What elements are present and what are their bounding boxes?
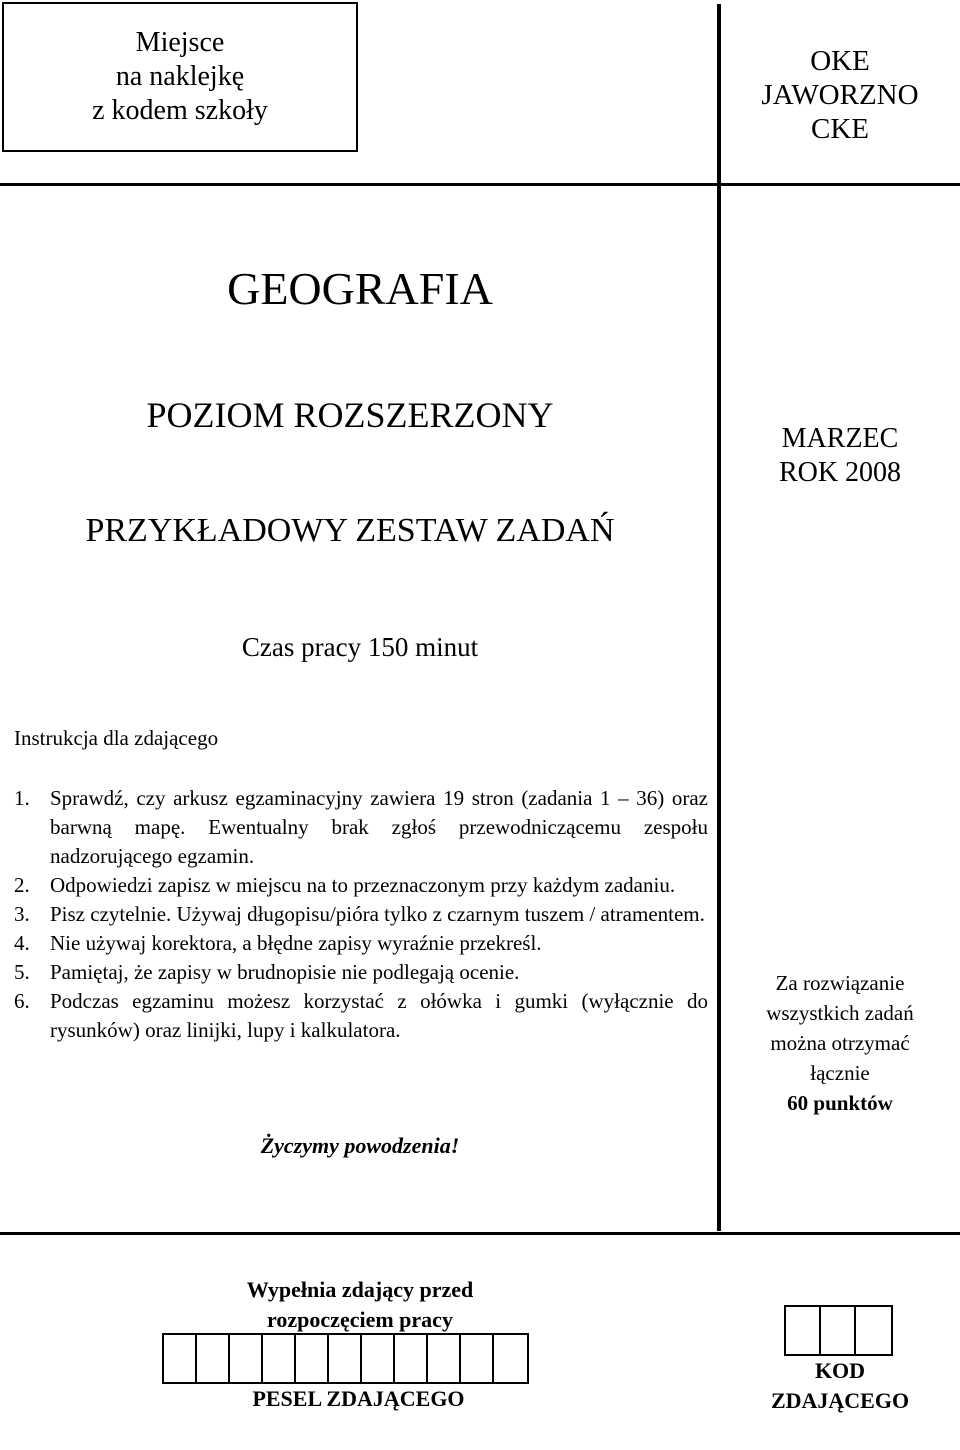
sticker-line: na naklejkę	[115, 61, 245, 92]
kod-digit-box[interactable]	[821, 1307, 856, 1354]
instruction-text: Pamiętaj, że zapisy w brudnopisie nie podlegają ocenie.	[50, 960, 520, 984]
pesel-digit-box[interactable]	[296, 1335, 329, 1382]
fill-note-line: rozpoczęciem pracy	[267, 1307, 453, 1332]
instructions-list	[14, 784, 708, 1045]
kod-digit-box[interactable]	[856, 1307, 891, 1354]
set-title: PRZYKŁADOWY ZESTAW ZADAŃ	[85, 512, 615, 549]
date-year: ROK 2008	[778, 457, 902, 488]
pesel-grid	[162, 1333, 529, 1384]
instruction-number: 1.	[14, 786, 30, 810]
subject-title: GEOGRAFIA	[227, 263, 493, 314]
points-block	[724, 968, 956, 1118]
good-luck-text: Życzymy powodzenia!	[260, 1133, 460, 1158]
kod-digit-box[interactable]	[786, 1307, 821, 1354]
kod-label-line: KOD	[814, 1358, 866, 1383]
instruction-item	[14, 958, 708, 987]
bottom-divider	[0, 1232, 960, 1235]
top-divider	[0, 183, 960, 186]
kod-label-line: ZDAJĄCEGO	[770, 1388, 910, 1413]
vertical-divider	[717, 4, 721, 1231]
pesel-digit-box[interactable]	[329, 1335, 362, 1382]
level-title: POZIOM ROZSZERZONY	[146, 395, 554, 435]
instruction-text: Pisz czytelnie. Używaj długopisu/pióra tylko z czarnym tuszem / atramentem.	[50, 902, 705, 926]
instruction-item	[14, 987, 708, 1045]
fill-note-line: Wypełnia zdający przed	[246, 1277, 474, 1302]
instruction-text: Sprawdź, czy arkusz egzaminacyjny zawiera 19 stron (zadania 1 – 36) oraz barwną mapę. Ewentualny brak zgłoś przewodniczącemu zespołu nadzorującego egzamin.	[50, 786, 708, 868]
instruction-number: 6.	[14, 989, 30, 1013]
instruction-number: 3.	[14, 902, 30, 926]
points-line: łącznie	[810, 1061, 870, 1085]
points-line: można otrzymać	[770, 1031, 910, 1055]
pesel-digit-box[interactable]	[428, 1335, 461, 1382]
pesel-digit-box[interactable]	[395, 1335, 428, 1382]
pesel-digit-box[interactable]	[494, 1335, 527, 1382]
instruction-number: 2.	[14, 873, 30, 897]
instruction-text: Odpowiedzi zapisz w miejscu na to przeznaczonym przy każdym zadaniu.	[50, 873, 676, 897]
instruction-item	[14, 871, 708, 900]
points-total: 60 punktów	[787, 1091, 893, 1115]
instruction-text: Nie używaj korektora, a błędne zapisy wyraźnie przekreśl.	[50, 931, 542, 955]
sticker-line: Miejsce	[135, 27, 225, 58]
time-label: Czas pracy 150 minut	[241, 632, 479, 662]
instruction-item	[14, 929, 708, 958]
instruction-item	[14, 784, 708, 871]
instruction-number: 5.	[14, 960, 30, 984]
instruction-item	[14, 900, 708, 929]
points-line: wszystkich zadań	[766, 1001, 914, 1025]
school-sticker-box	[2, 2, 358, 152]
fill-note	[150, 1275, 570, 1335]
pesel-digit-box[interactable]	[362, 1335, 395, 1382]
oke-block	[724, 44, 956, 146]
sticker-line: z kodem szkoły	[92, 95, 268, 126]
oke-line: CKE	[811, 113, 869, 145]
pesel-label: PESEL ZDAJĄCEGO	[252, 1386, 465, 1411]
date-block	[724, 422, 956, 490]
pesel-digit-box[interactable]	[461, 1335, 494, 1382]
pesel-digit-box[interactable]	[263, 1335, 296, 1382]
instructions-heading: Instrukcja dla zdającego	[14, 726, 219, 750]
points-line: Za rozwiązanie	[775, 971, 905, 995]
instruction-number: 4.	[14, 931, 30, 955]
oke-line: OKE	[810, 45, 870, 77]
kod-grid	[784, 1305, 893, 1356]
instruction-text: Podczas egzaminu możesz korzystać z ołówka i gumki (wyłącznie do rysunków) oraz linijki, lupy i kalkulatora.	[50, 989, 708, 1042]
date-month: MARZEC	[781, 423, 899, 454]
pesel-digit-box[interactable]	[230, 1335, 263, 1382]
pesel-digit-box[interactable]	[197, 1335, 230, 1382]
kod-label	[724, 1356, 956, 1416]
pesel-digit-box[interactable]	[164, 1335, 197, 1382]
oke-line: JAWORZNO	[761, 79, 919, 111]
